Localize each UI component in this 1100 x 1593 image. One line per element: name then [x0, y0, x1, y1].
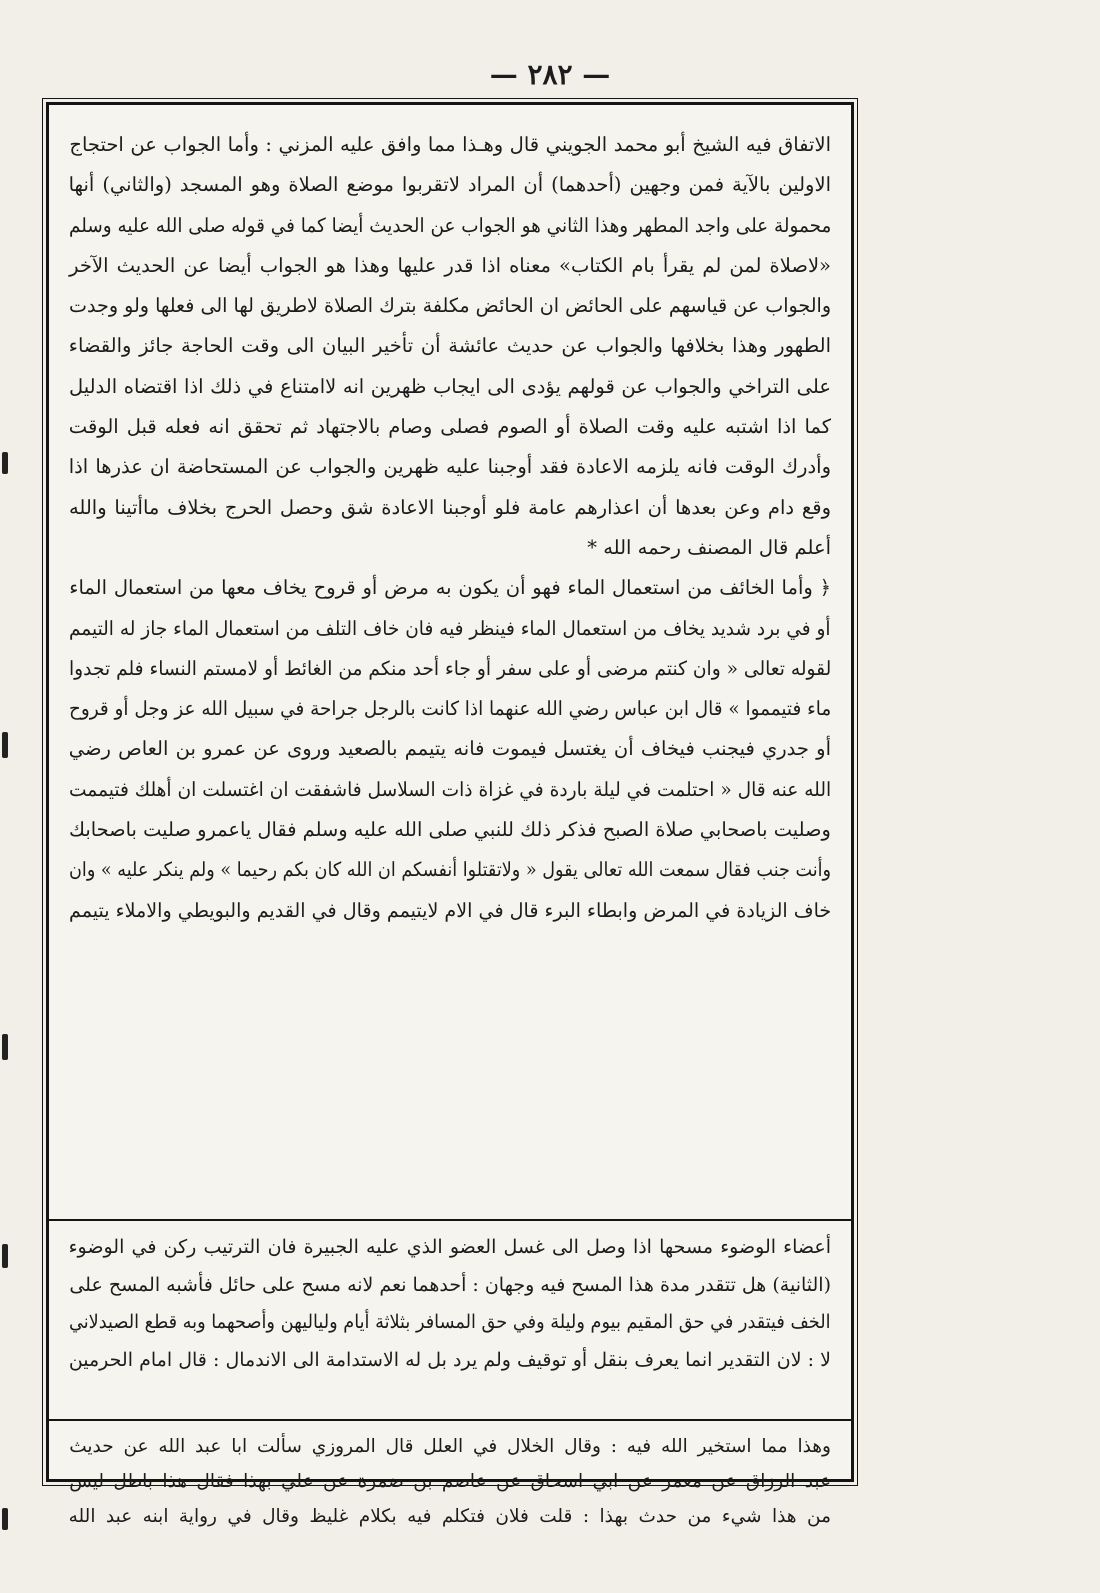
text-line: من هذا شيء من حدث بهذا : قلت فلان فتكلم فيه بكلام غليظ وقال في رواية ابنه عبد الله [68, 1506, 831, 1527]
text-line: الاولين بالآية فمن وجهين (أحدهما) أن المراد لاتقربوا موضع الصلاة وهو المسجد (والثاني) أنها [68, 173, 831, 197]
text-line: عبد الرزاق عن معمر عن ابي اسحاق عن عاصم بن ضمرة عن علي بهذا فقال هذا باطل ليس [69, 1471, 831, 1492]
text-line: محمولة على واجد المطهر وهذا الثاني هو الجواب عن الحديث أيضا كما في قوله صلى الله عليه وسلم [68, 213, 831, 237]
margin-mark [2, 452, 8, 474]
text-line: الخف فيتقدر في حق المقيم بيوم وليلة وفي حق المسافر بثلاثة أيام ولياليهن وأصحهما وبه قطع الصيدلاني [69, 1311, 831, 1333]
text-line: لا : لان التقدير انما يعرف بنقل أو توقيف ولم يرد بل له الاستدامة الى الاندمال : قال امام الحرمين [68, 1348, 831, 1371]
main-text-section [55, 111, 845, 1219]
margin-mark [2, 1508, 8, 1530]
text-line: أو في برد شديد يخاف من استعمال الماء فينظر فيه فان خاف التلف من استعمال الماء جاز له التيمم [69, 616, 831, 640]
text-line: أعلم قال المصنف رحمه الله * [587, 535, 831, 559]
text-line: الطهور وهذا بخلافها والجواب عن حديث عائشة أن تأخير البيان الى وقت الحاجة جائز والقضاء [68, 334, 831, 358]
text-line: وهذا مما استخير الله فيه : وقال الخلال في العلل قال المروزي سألت ابا عبد الله عن حديث [69, 1436, 831, 1457]
text-line: خاف الزيادة في المرض وابطاء البرء قال في الام لايتيمم وقال في القديم والبويطي والاملاء يتيمم [68, 898, 831, 922]
text-line: وأدرك الوقت فانه يلزمه الاعادة فقد أوجبنا عليه ظهرين والجواب عن المستحاضة ان عذرها اذا [68, 455, 831, 479]
margin-mark [2, 1244, 8, 1268]
text-line: وقع دام وعن بعدها أن اعذارهم عامة فلو أوجبنا الاعادة شق وحصل الحرج بخلاف ماأتينا والله [68, 495, 831, 519]
text-line: أعضاء الوضوء مسحها اذا وصل الى غسل العضو الذي عليه الجبيرة فان الترتيب ركن في الوضوء [68, 1236, 831, 1258]
text-line: الله عنه قال « احتلمت في ليلة باردة في غزاة ذات السلاسل فاشفقت ان اغتسلت ان أهلك فتيممت [68, 777, 831, 801]
text-line: (الثانية) هل تتقدر مدة هذا المسح فيه وجهان : أحدهما نعم لانه مسح على حائل فأشبه المسح على [69, 1273, 831, 1296]
page-frame [46, 102, 854, 1527]
margin-mark [2, 732, 8, 758]
page-number: — ٢٨٢ — [489, 58, 611, 91]
text-line: وصليت باصحابي صلاة الصبح فذكر ذلك للنبي صلى الله عليه وسلم فقال ياعمرو صليت باصحابك [69, 818, 831, 842]
text-line: وأنت جنب فقال سمعت الله تعالى يقول « ولاتقتلوا أنفسكم ان الله كان بكم رحيما » ولم ينكر عليه » وان [68, 858, 831, 882]
margin-mark [2, 1034, 8, 1060]
text-line: «لاصلاة لمن لم يقرأ بام الكتاب» معناه اذا قدر عليها وهذا هو الجواب أيضا عن الحديث الآخر [69, 253, 831, 277]
text-line: ماء فتيمموا » قال ابن عباس رضي الله عنهما اذا كانت بالرجل جراحة في سبيل الله عز وجل أو قروح [68, 697, 831, 721]
frame-content [55, 111, 845, 1527]
text-line: ﴿ وأما الخائف من استعمال الماء فهو أن يكون به مرض أو قروح يخاف معها من استعمال الماء [69, 576, 831, 600]
text-line: أو جدري فيجنب فيخاف أن يغتسل فيموت فانه يتيمم بالصعيد وروى عن عمرو بن العاص رضي [68, 737, 831, 761]
commentary-section [55, 1221, 845, 1419]
text-line: الاتفاق فيه الشيخ أبو محمد الجويني قال وهـذا مما وافق عليه المزني : وأما الجواب عن احتجاج [69, 133, 831, 156]
text-line: لقوله تعالى « وان كنتم مرضى أو على سفر أو جاء أحد منكم من الغائط أو لامستم النساء فلم تجدوا [68, 656, 831, 680]
text-line: كما اذا اشتبه عليه وقت الصلاة أو الصوم فصلى وصام بالاجتهاد ثم تحقق انه فعله قبل الوقت [68, 415, 831, 439]
text-line: على التراخي والجواب عن قولهم يؤدى الى ايجاب ظهرين انه لاامتناع في ذلك اذا اقتضاه الدليل [68, 374, 831, 398]
footnote-section [55, 1421, 845, 1534]
text-line: والجواب عن قياسهم على الحائض ان الحائض مكلفة بترك الصلاة لاطريق لها الى فعلها ولو وجدت [68, 294, 831, 318]
